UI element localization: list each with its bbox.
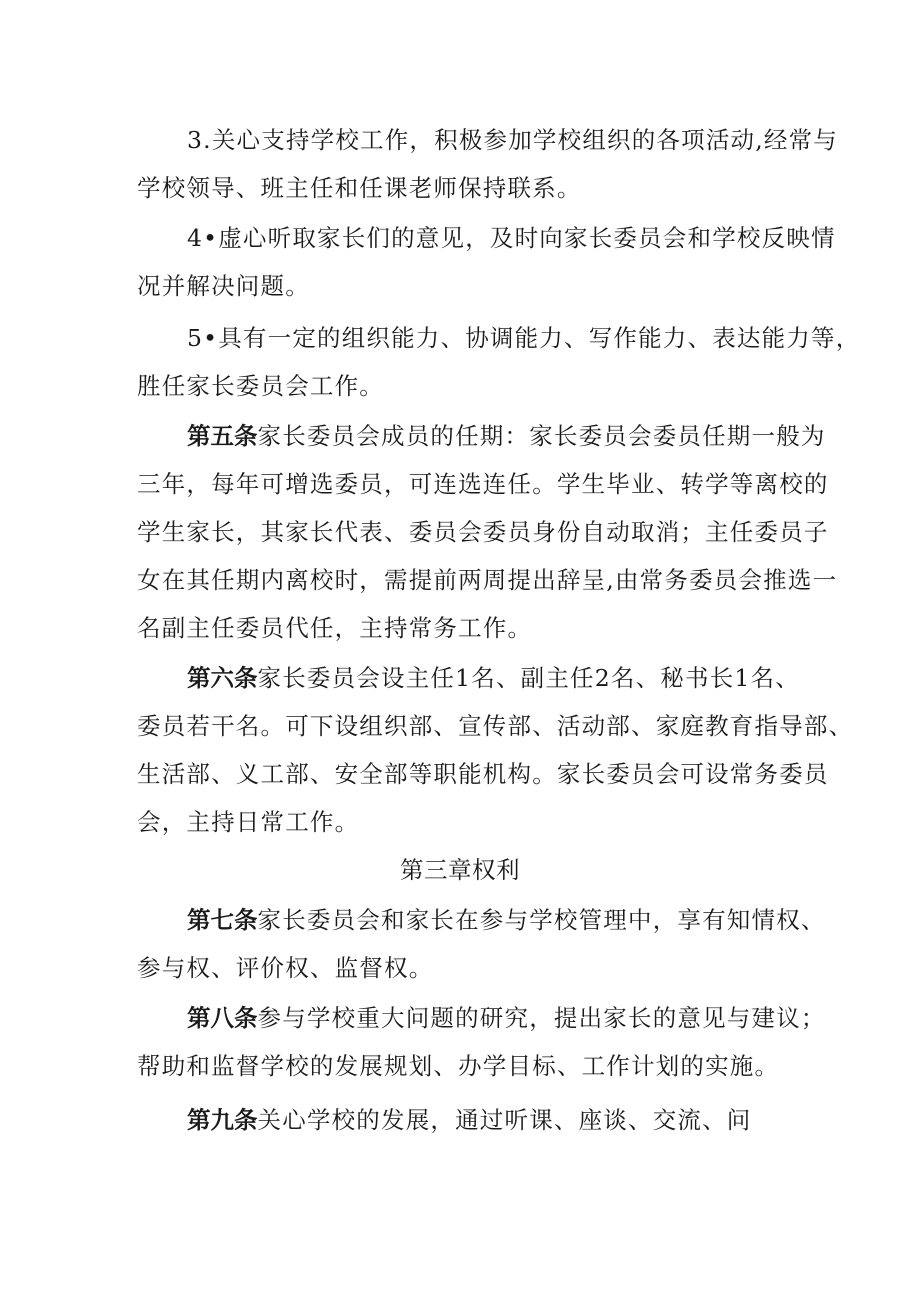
article-5-line-1	[187, 420, 826, 452]
article-6-line-2: 委员若干名。可下设组织部、宣传部、活动部、家庭教育指导部、	[137, 712, 854, 740]
article-8-term: 第八条	[187, 1004, 258, 1032]
article-5-line-3: 学生家长，其家长代表、委员会委员身份自动取消；主任委员子	[137, 518, 829, 546]
item-5-line-2: 胜任家长委员会工作。	[137, 372, 384, 400]
item-5-line-1: 5•具有一定的组织能力、协调能力、写作能力、表达能力等，	[187, 324, 861, 352]
article-7-line-1	[187, 904, 826, 936]
article-5-line-5: 名副主任委员代任，主持常务工作。	[137, 614, 533, 642]
article-6-text: 家长委员会设主任1名、副主任2名、秘书长1名、	[257, 664, 800, 692]
article-8-line-1	[187, 1002, 826, 1034]
article-5-line-4: 女在其任期内离校时，需提前两周提出辞呈,由常务委员会推选一	[137, 566, 838, 594]
article-8-line-2: 帮助和监督学校的发展规划、办学目标、工作计划的实施。	[137, 1052, 780, 1080]
article-8-text: 参与学校重大问题的研究，提出家长的意见与建议；	[257, 1004, 826, 1032]
article-6-line-1	[187, 662, 800, 694]
article-6-term: 第六条	[187, 664, 258, 692]
article-6-line-4: 会，主持日常工作。	[137, 808, 360, 836]
article-7-term: 第七条	[187, 906, 258, 934]
article-9-text: 关心学校的发展，通过听课、座谈、交流、问	[257, 1106, 752, 1134]
article-7-line-2: 参与权、评价权、监督权。	[137, 954, 434, 982]
article-9-term: 第九条	[187, 1106, 258, 1134]
chapter-3-heading: 第三章权利	[400, 856, 520, 884]
item-4-line-1: 4•虚心听取家长们的意见，及时向家长委员会和学校反映情	[187, 224, 836, 252]
item-4-line-2: 况并解决问题。	[137, 272, 310, 300]
article-5-term: 第五条	[187, 422, 258, 450]
article-6-line-3: 生活部、义工部、安全部等职能机构。家长委员会可设常务委员	[137, 760, 829, 788]
article-9-line-1	[187, 1104, 752, 1136]
article-5-text: 家长委员会成员的任期：家长委员会委员任期一般为	[257, 422, 826, 450]
article-7-text: 家长委员会和家长在参与学校管理中，享有知情权、	[257, 906, 826, 934]
item-3-line-1: 3.关心支持学校工作，积极参加学校组织的各项活动,经常与	[187, 126, 838, 154]
item-3-line-2: 学校领导、班主任和任课老师保持联系。	[137, 174, 582, 202]
article-5-line-2: 三年，每年可增选委员，可连选连任。学生毕业、转学等离校的	[137, 470, 829, 498]
